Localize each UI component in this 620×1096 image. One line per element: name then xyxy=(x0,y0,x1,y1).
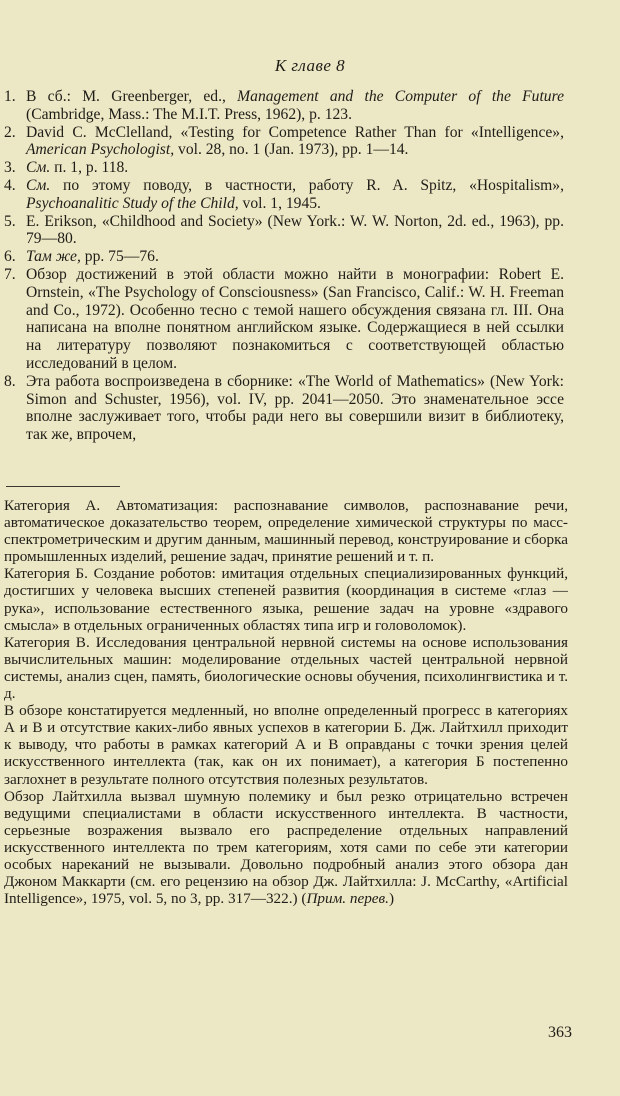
footnote-paragraph: Категория Б. Создание роботов: имитация отдельных специализированных функций, достигших у человека высших степеней развития (координация в системе «глаз — рука», использование естественного языка, решение задач на уровне «здравого смысла» в отдельных ограниченных областях типа игр и головоломок). xyxy=(4,565,568,634)
footnote-paragraph: Обзор Лайтхилла вызвал шумную полемику и был резко отрицательно встречен ведущими специалистами в области искусственного интеллекта. В частности, серьезные возражения вызвало его распределение отдельных направлений искусственного интеллекта по трем категориям, хотя сами по себе эти категории особых нареканий не вызывали. Довольно подробный анализ этого обзора дан Джоном Маккарти (см. его рецензию на обзор Дж. Лайтхилла: J. McCarthy, «Artificial Intelligence», 1975, vol. 5, no 3, pp. 317—322.) (Прим. перев.) xyxy=(4,787,568,908)
endnote xyxy=(4,177,564,213)
endnote-number: 2. xyxy=(4,123,16,141)
footnote-divider xyxy=(6,486,120,487)
endnote xyxy=(4,88,564,124)
endnote-text: См. по этому поводу, в частности, работу R. A. Spitz, «Hospitalism», Psychoanalitic Study of the Child, vol. 1, 1945. xyxy=(26,176,564,212)
endnote xyxy=(4,213,564,249)
endnote-text: E. Erikson, «Childhood and Society» (New York.: W. W. Norton, 2d. ed., 1963), pp. 79—80. xyxy=(26,212,564,248)
endnote-number: 8. xyxy=(4,372,16,390)
endnote-number: 3. xyxy=(4,159,16,177)
endnote xyxy=(4,248,564,266)
endnote xyxy=(4,159,564,177)
endnote-number: 5. xyxy=(4,212,16,230)
footnote-paragraph: Категория А. Автоматизация: распознавание символов, распознавание речи, автоматическое доказательство теорем, определение химической структуры по масс-спектрометрическим и другим данным, машинный перевод, конструирование и сборка промышленных изделий, решение задач, принятие решений и т. п. xyxy=(4,497,568,566)
chapter-heading: К главе 8 xyxy=(274,56,346,75)
endnote-text: Там же, pp. 75—76. xyxy=(26,248,159,266)
endnote-text: David C. McClelland, «Testing for Competence Rather Than for «Intelligence», American Psychologist, vol. 28, no. 1 (Jan. 1973), pp. 1—14. xyxy=(26,123,564,159)
footnote-block xyxy=(4,497,568,907)
endnote-number: 7. xyxy=(4,265,16,283)
endnote xyxy=(4,373,564,444)
endnote-number: 6. xyxy=(4,248,16,266)
endnote-text: См. п. 1, р. 118. xyxy=(26,159,129,177)
endnote xyxy=(4,124,564,160)
endnote-text: Обзор достижений в этой области можно найти в монографии: Robert E. Ornstein, «The Psychology of Consciousness» (San Francisco, Calif.: W. H. Freeman and Co., 1972). Особенно тесно с темой нашего обсуждения связана гл. III. Она написана на вполне понятном английском языке. Содержащиеся в ней ссылки на литературу позволяют познакомиться с соответствующей областью исследований в целом. xyxy=(26,265,564,372)
page-number: 363 xyxy=(548,1024,572,1041)
endnote-number: 4. xyxy=(4,176,16,194)
endnote xyxy=(4,266,564,373)
endnote-number: 1. xyxy=(4,88,16,105)
footnote-paragraph: В обзоре констатируется медленный, но вполне определенный прогресс в категориях А и В и отсутствие каких-либо явных успехов в категории Б. Дж. Лайтхилл приходит к выводу, что работы в рамках категорий А и В оправданы с точки зрения целей искусственного интеллекта (так, как он их понимает), а категория Б постепенно заглохнет в результате полного отсутствия полезных результатов. xyxy=(4,702,568,788)
endnote-text: Эта работа воспроизведена в сборнике: «The World of Mathematics» (New York: Simon and Schuster, 1956), vol. IV, pp. 2041—2050. Это знаменательное эссе вполне заслуживает того, чтобы ради него вы совершили визит в библиотеку, так же, впрочем, xyxy=(26,372,564,444)
endnotes-list xyxy=(4,88,564,444)
footnote-paragraph: Категория В. Исследования центральной нервной системы на основе использования вычислительных машин: моделирование отдельных частей центральной нервной системы, анализ сцен, память, биологические основы обучения, психолингвистика и т. д. xyxy=(4,633,568,703)
endnote-text: В сб.: M. Greenberger, ed., Management and the Computer of the Future (Cambridge, Mass.: The M.I.T. Press, 1962), p. 123. xyxy=(26,88,564,123)
